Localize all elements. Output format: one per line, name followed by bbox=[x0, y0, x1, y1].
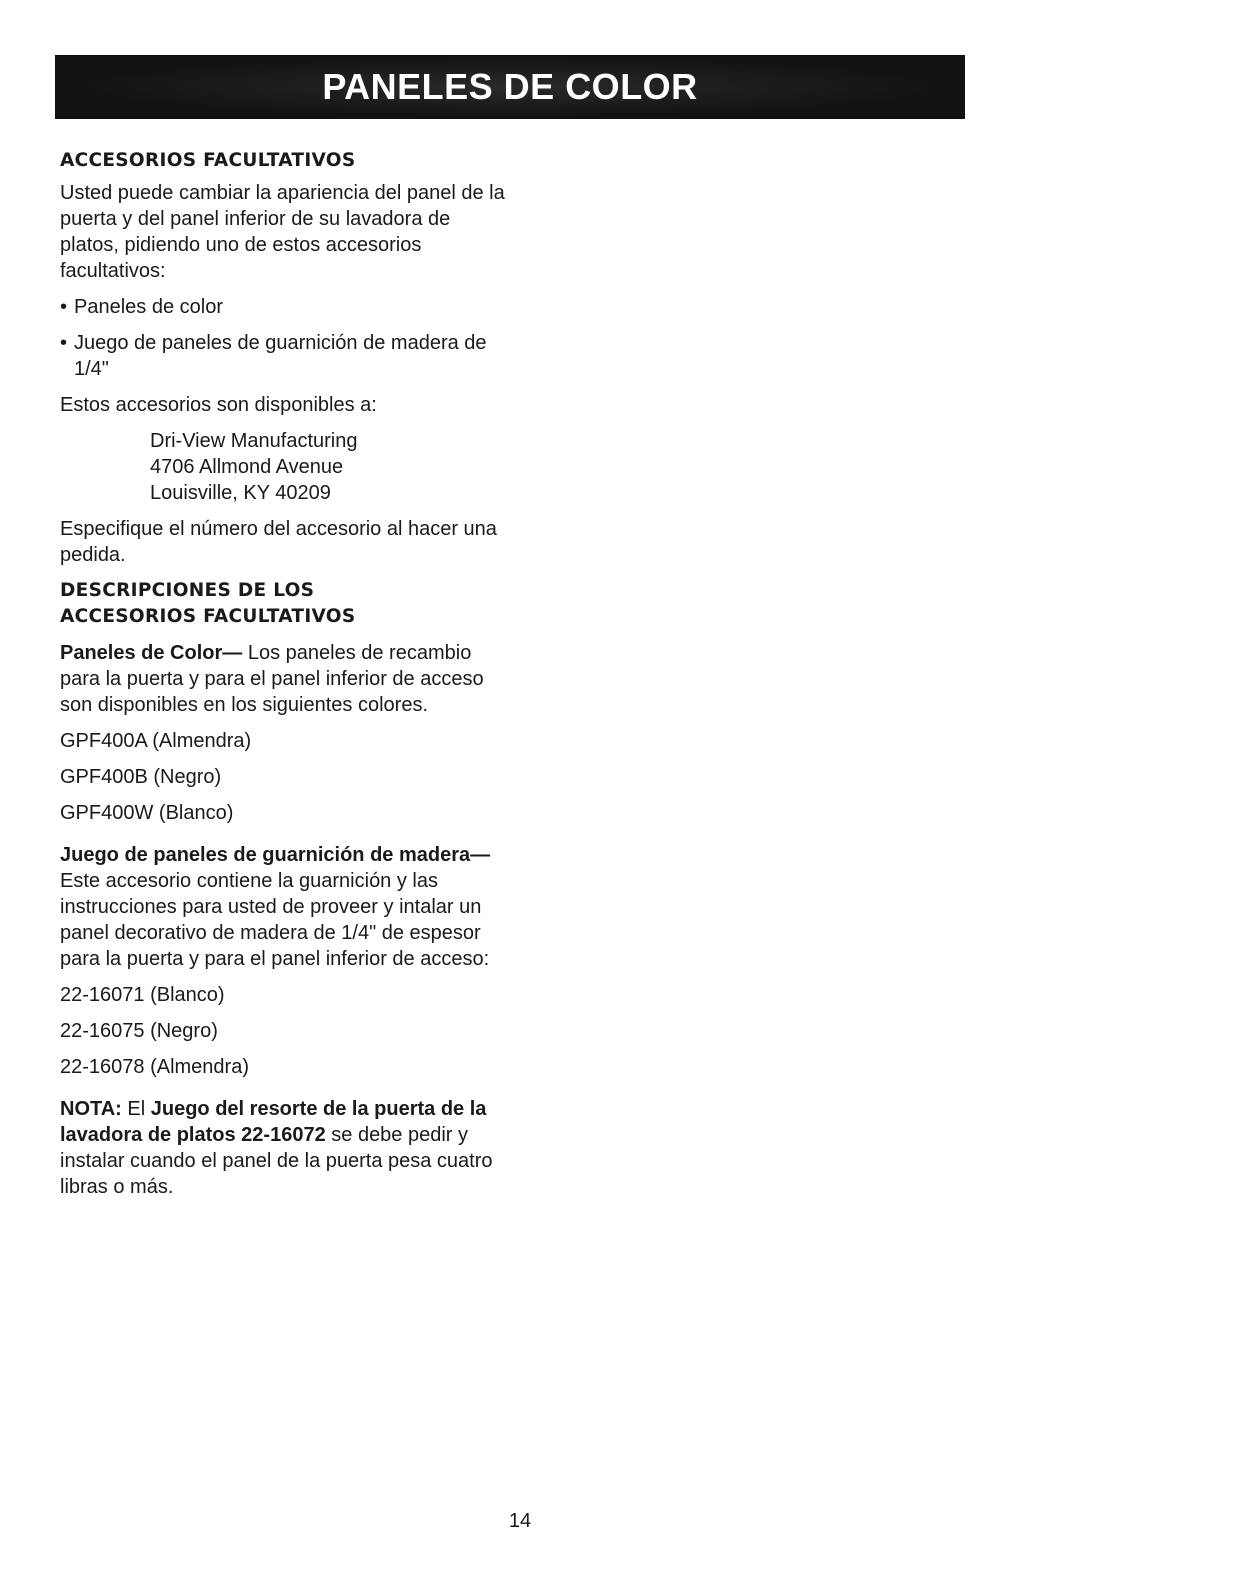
page-number: 14 bbox=[508, 1510, 532, 1532]
list-item: 22-16078 (Almendra) bbox=[60, 1056, 249, 1078]
note-paragraph bbox=[60, 1096, 510, 1200]
wood-kit-label: Juego de paneles de guarnición de madera— bbox=[60, 844, 491, 866]
intro-paragraph: Usted puede cambiar la apariencia del panel de la puerta y del panel inferior de su lavadora de platos, pidiendo uno de estos accesorios facultativos: bbox=[60, 182, 505, 282]
bullet-text: Paneles de color bbox=[74, 296, 223, 318]
content-column bbox=[60, 148, 510, 1210]
bullet-icon: • bbox=[60, 332, 68, 354]
address-line: Louisville, KY 40209 bbox=[150, 482, 331, 504]
color-panels-paragraph bbox=[60, 640, 510, 718]
note-text: se debe pedir y instalar cuando el panel de la puerta pesa cuatro libras o más. bbox=[60, 1124, 493, 1198]
list-item: 22-16071 (Blanco) bbox=[60, 984, 225, 1006]
note-label: NOTA: bbox=[60, 1098, 122, 1120]
list-item bbox=[60, 294, 510, 320]
list-item: 22-16075 (Negro) bbox=[60, 1020, 218, 1042]
page-banner bbox=[55, 55, 965, 119]
color-panels-label: Paneles de Color— bbox=[60, 642, 243, 664]
list-item bbox=[60, 330, 510, 382]
wood-kit-paragraph bbox=[60, 842, 510, 972]
banner-title: PANELES DE COLOR bbox=[322, 66, 698, 107]
section-heading-accessories: ACCESORIOS FACULTATIVOS bbox=[60, 150, 356, 171]
address-line: 4706 Allmond Avenue bbox=[150, 456, 344, 478]
manufacturer-address bbox=[150, 428, 510, 506]
list-item: GPF400A (Almendra) bbox=[60, 730, 252, 752]
bullet-icon: • bbox=[60, 296, 68, 318]
list-item: GPF400W (Blanco) bbox=[60, 802, 234, 824]
note-bold-text: Juego del resorte de la puerta de la lavadora de platos 22-16072 bbox=[60, 1098, 487, 1146]
availability-text: Estos accesorios son disponibles a: bbox=[60, 394, 377, 416]
address-line: Dri-View Manufacturing bbox=[150, 430, 358, 452]
specify-paragraph: Especifique el número del accesorio al hacer una pedida. bbox=[60, 518, 497, 566]
heading-line: DESCRIPCIONES DE LOS bbox=[60, 580, 315, 601]
list-item: GPF400B (Negro) bbox=[60, 766, 222, 788]
section-heading-descriptions bbox=[60, 578, 510, 630]
bullet-text: Juego de paneles de guarnición de madera de 1/4" bbox=[74, 332, 487, 380]
note-text: El bbox=[121, 1098, 151, 1120]
color-panels-text: Los paneles de recambio para la puerta y para el panel inferior de acceso son disponibles en los siguientes colores. bbox=[60, 642, 484, 716]
wood-kit-text: Este accesorio contiene la guarnición y las instrucciones para usted de proveer y intalar un panel decorativo de madera de 1/4" de espesor para la puerta y para el panel inferior de acceso: bbox=[60, 870, 490, 970]
heading-line: ACCESORIOS FACULTATIVOS bbox=[60, 606, 356, 627]
